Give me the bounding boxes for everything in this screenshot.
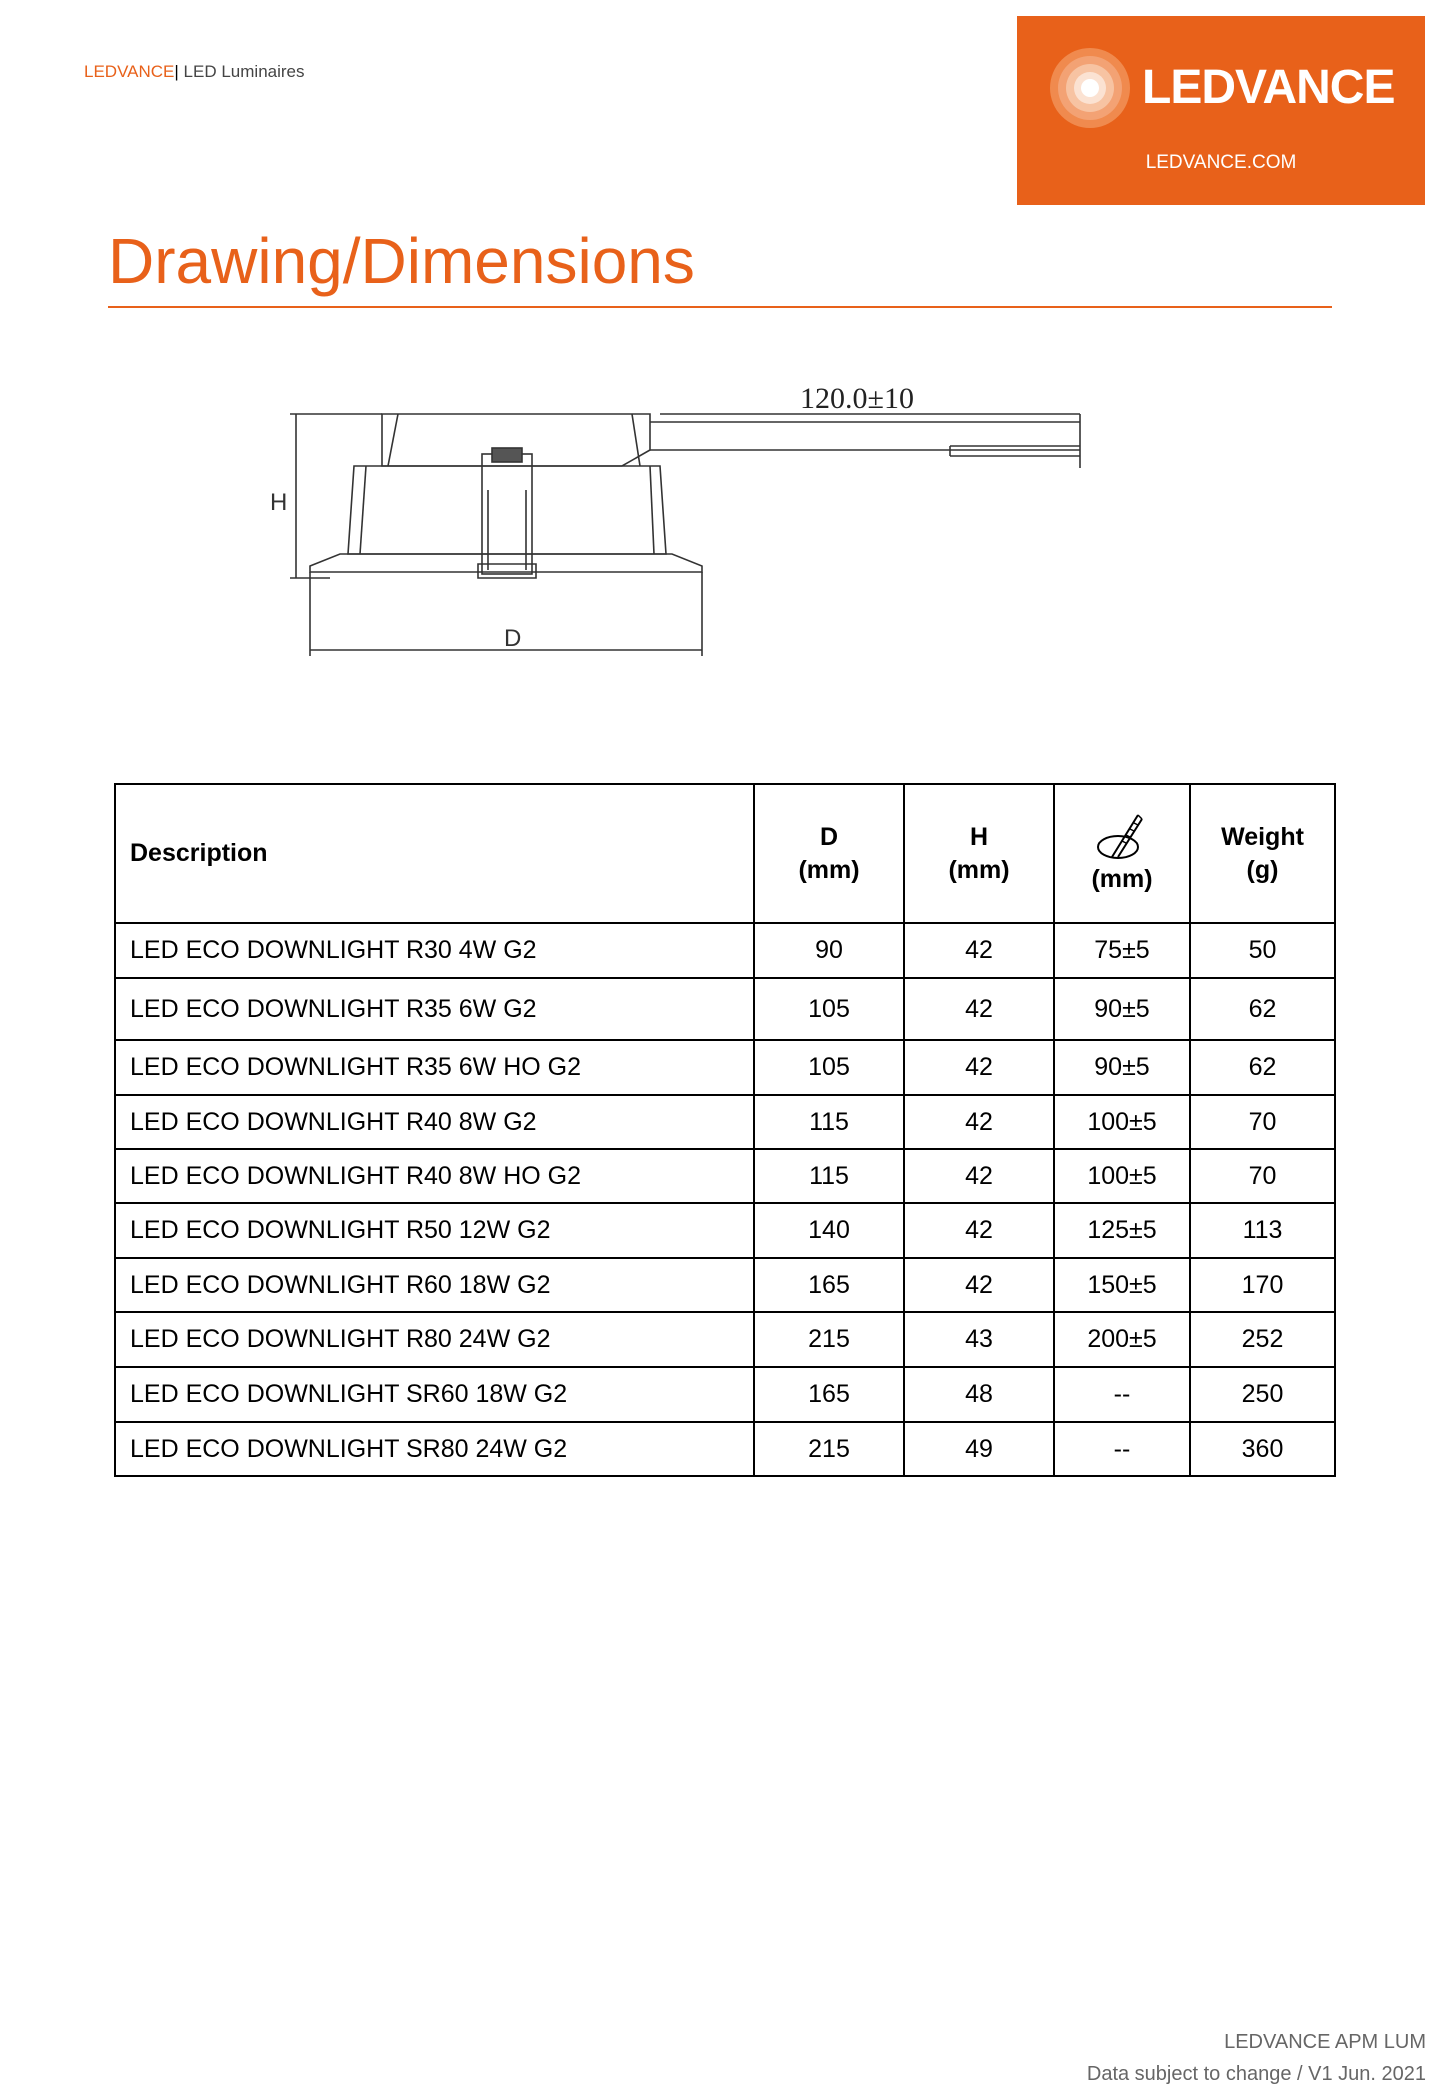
row-cutout: 75±5	[1054, 923, 1190, 978]
cable-length-label: 120.0±10	[800, 382, 914, 415]
row-description: LED ECO DOWNLIGHT R30 4W G2	[115, 923, 754, 978]
footer	[1087, 2026, 1426, 2090]
row-d: 90	[754, 923, 904, 978]
table-row	[115, 1203, 1335, 1258]
row-weight: 252	[1190, 1312, 1335, 1367]
row-cutout: 90±5	[1054, 978, 1190, 1040]
row-d: 165	[754, 1367, 904, 1422]
row-description: LED ECO DOWNLIGHT R60 18W G2	[115, 1258, 754, 1312]
table-row	[115, 1367, 1335, 1422]
row-h: 42	[904, 1095, 1054, 1149]
logo-url: LEDVANCE.COM	[1145, 152, 1297, 173]
cutout-saw-icon	[1094, 811, 1150, 861]
row-d: 115	[754, 1095, 904, 1149]
row-d: 165	[754, 1258, 904, 1312]
row-description: LED ECO DOWNLIGHT SR60 18W G2	[115, 1367, 754, 1422]
table-row	[115, 1040, 1335, 1095]
header-h-unit: (mm)	[948, 855, 1010, 884]
logo-light-icon	[1049, 47, 1131, 129]
row-weight: 250	[1190, 1367, 1335, 1422]
footer-line-1: LEDVANCE APM LUM	[1224, 2031, 1426, 2053]
row-cutout: --	[1054, 1367, 1190, 1422]
row-d: 215	[754, 1312, 904, 1367]
header-weight-unit: (g)	[1246, 855, 1279, 884]
row-weight: 62	[1190, 1040, 1335, 1095]
row-cutout: 150±5	[1054, 1258, 1190, 1312]
row-weight: 70	[1190, 1149, 1335, 1203]
row-description: LED ECO DOWNLIGHT R40 8W G2	[115, 1095, 754, 1149]
header-cutout-unit: (mm)	[1091, 865, 1153, 893]
ledvance-logo	[1017, 16, 1425, 205]
table-row	[115, 1312, 1335, 1367]
table-row	[115, 1422, 1335, 1476]
row-description: LED ECO DOWNLIGHT R35 6W G2	[115, 978, 754, 1040]
row-h: 42	[904, 923, 1054, 978]
dimensions-table	[114, 783, 1336, 1477]
header-weight-label: Weight	[1221, 822, 1304, 851]
row-cutout: 100±5	[1054, 1149, 1190, 1203]
row-cutout: --	[1054, 1422, 1190, 1476]
page-title: Drawing/Dimensions	[108, 225, 695, 297]
row-weight: 70	[1190, 1095, 1335, 1149]
row-d: 105	[754, 978, 904, 1040]
table-row	[115, 1095, 1335, 1149]
row-cutout: 200±5	[1054, 1312, 1190, 1367]
table-row	[115, 1258, 1335, 1312]
header-d-label: D	[819, 822, 839, 851]
row-h: 48	[904, 1367, 1054, 1422]
row-h: 49	[904, 1422, 1054, 1476]
table-row	[115, 923, 1335, 978]
row-cutout: 100±5	[1054, 1095, 1190, 1149]
row-description: LED ECO DOWNLIGHT R80 24W G2	[115, 1312, 754, 1367]
row-h: 42	[904, 1040, 1054, 1095]
header-h-label: H	[969, 822, 989, 851]
row-weight: 113	[1190, 1203, 1335, 1258]
row-h: 42	[904, 1258, 1054, 1312]
row-weight: 62	[1190, 978, 1335, 1040]
row-cutout: 125±5	[1054, 1203, 1190, 1258]
title-rule	[108, 306, 1332, 308]
row-d: 215	[754, 1422, 904, 1476]
row-h: 42	[904, 978, 1054, 1040]
row-description: LED ECO DOWNLIGHT R40 8W HO G2	[115, 1149, 754, 1203]
row-description: LED ECO DOWNLIGHT SR80 24W G2	[115, 1422, 754, 1476]
row-h: 42	[904, 1203, 1054, 1258]
row-d: 115	[754, 1149, 904, 1203]
header-brandline	[84, 62, 305, 82]
table-row	[115, 1149, 1335, 1203]
row-weight: 360	[1190, 1422, 1335, 1476]
row-h: 43	[904, 1312, 1054, 1367]
row-d: 105	[754, 1040, 904, 1095]
header-brand: LEDVANCE	[84, 62, 175, 81]
header-cutout	[1054, 784, 1190, 923]
product-dimension-drawing	[270, 370, 1100, 670]
table-row	[115, 978, 1335, 1040]
header-h	[904, 784, 1054, 923]
header-weight	[1190, 784, 1335, 923]
row-description: LED ECO DOWNLIGHT R35 6W HO G2	[115, 1040, 754, 1095]
row-weight: 170	[1190, 1258, 1335, 1312]
header-section: LED Luminaires	[183, 62, 305, 81]
header-description: Description	[115, 784, 754, 923]
row-d: 140	[754, 1203, 904, 1258]
header-separator: |	[174, 62, 179, 81]
row-description: LED ECO DOWNLIGHT R50 12W G2	[115, 1203, 754, 1258]
row-cutout: 90±5	[1054, 1040, 1190, 1095]
header-d-unit: (mm)	[798, 855, 860, 884]
row-weight: 50	[1190, 923, 1335, 978]
header-d	[754, 784, 904, 923]
logo-wordmark: LEDVANCE	[1142, 61, 1395, 114]
row-h: 42	[904, 1149, 1054, 1203]
footer-line-2: Data subject to change / V1 Jun. 2021	[1086, 2063, 1426, 2085]
diameter-label: D	[504, 625, 522, 652]
height-label: H	[270, 489, 288, 516]
table-header-row	[115, 784, 1335, 923]
